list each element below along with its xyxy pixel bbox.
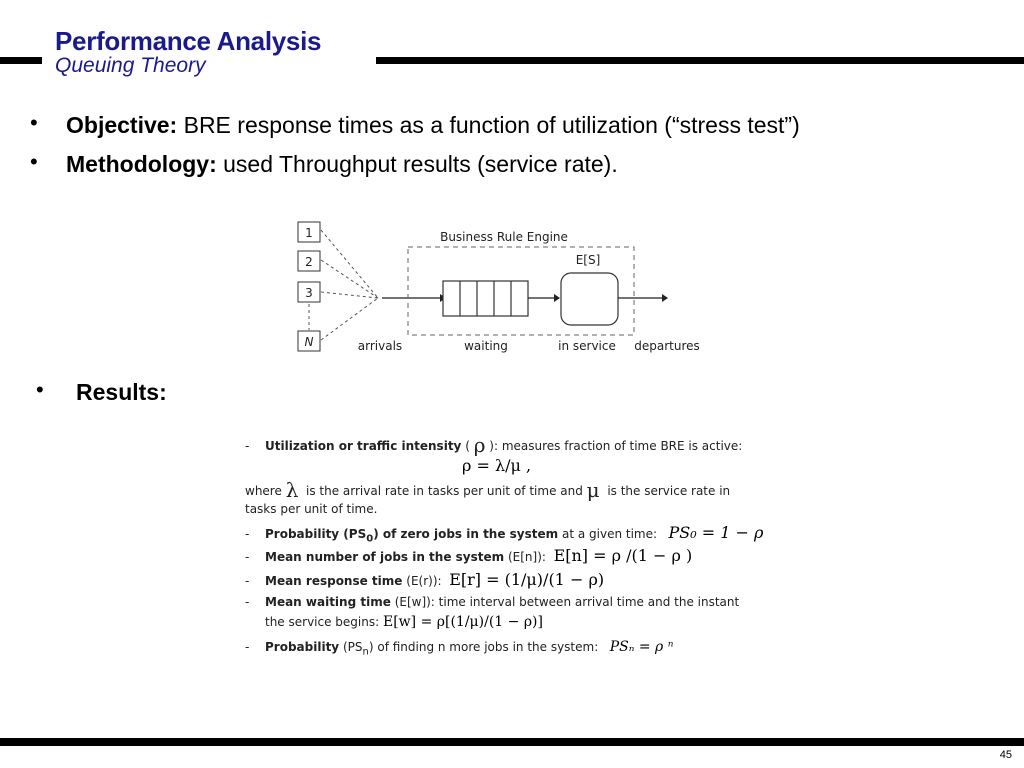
arrivals-label: arrivals bbox=[357, 339, 403, 353]
bullet-dot: • bbox=[30, 149, 38, 174]
ps0-formula: PS₀ = 1 − ρ bbox=[668, 523, 764, 542]
result-utilization: - Utilization or traffic intensity ( ρ ): measures fraction of time BRE is active: bbox=[245, 433, 743, 457]
psn-formula: PSₙ = ρ ⁿ bbox=[609, 639, 674, 655]
footer-rule bbox=[0, 738, 1024, 746]
mu-symbol: μ bbox=[586, 478, 600, 502]
queue-diagram bbox=[290, 212, 710, 362]
source-2-label: 2 bbox=[305, 255, 313, 269]
source-3 bbox=[298, 282, 320, 302]
source-2 bbox=[298, 251, 320, 271]
source-n-label: N bbox=[304, 335, 314, 349]
en-label: Mean number of jobs in the system bbox=[265, 550, 505, 564]
queue-buffer bbox=[443, 281, 528, 316]
en-formula: E[n] = ρ /(1 − ρ ) bbox=[553, 546, 693, 565]
lambda-symbol: λ bbox=[285, 478, 299, 502]
bullet-dot: • bbox=[30, 110, 38, 135]
utilization-formula: ρ = λ/μ , bbox=[462, 456, 532, 475]
rho-symbol: ρ bbox=[473, 433, 486, 457]
er-formula: E[r] = (1/μ)/(1 − ρ) bbox=[449, 570, 605, 589]
methodology-text: used Throughput results (service rate). bbox=[216, 151, 618, 177]
result-er: - Mean response time (E(r)): E[r] = (1/μ)/(1 − ρ) bbox=[245, 570, 605, 589]
result-where-line2: tasks per unit of time. bbox=[245, 502, 378, 516]
header-rule-left bbox=[0, 57, 42, 64]
result-en: - Mean number of jobs in the system (E[n]): E[n] = ρ /(1 − ρ ) bbox=[245, 546, 693, 565]
psn-label: Probability bbox=[265, 640, 340, 654]
er-label: Mean response time bbox=[265, 574, 403, 588]
in-service-label: in service bbox=[558, 339, 616, 353]
departures-label: departures bbox=[634, 339, 700, 353]
server bbox=[561, 273, 618, 325]
results-label: Results: bbox=[76, 379, 167, 405]
arrival-lines bbox=[321, 230, 378, 340]
ew-label: Mean waiting time bbox=[265, 595, 391, 609]
result-ew-line2: the service begins: E[w] = ρ[(1/μ)/(1 − ρ)] bbox=[265, 614, 543, 630]
objective-text: BRE response times as a function of utilization (“stress test”) bbox=[177, 112, 800, 138]
result-psn: - Probability $(PS_n)$ of finding n more jobs in the system: PSₙ = ρ ⁿ bbox=[245, 639, 674, 658]
source-n bbox=[298, 331, 320, 351]
result-ew: - Mean waiting time (E[w]): time interval between arrival time and the instant bbox=[245, 595, 740, 609]
waiting-label: waiting bbox=[464, 339, 508, 353]
result-where: where λ is the arrival rate in tasks per unit of time and μ is the service rate in bbox=[245, 478, 731, 502]
bullet-dot: • bbox=[36, 377, 44, 402]
slide-title: Performance Analysis bbox=[55, 26, 322, 56]
ps0-label: Probability (PS bbox=[265, 527, 367, 541]
objective-label: Objective: bbox=[66, 112, 178, 138]
slide-subtitle: Queuing Theory bbox=[55, 54, 206, 77]
header-rule-right bbox=[376, 57, 1024, 64]
ew-formula: E[w] = ρ[(1/μ)/(1 − ρ)] bbox=[383, 614, 543, 630]
bre-label: Business Rule Engine bbox=[440, 230, 568, 244]
source-3-label: 3 bbox=[305, 286, 313, 300]
utilization-label: Utilization or traffic intensity bbox=[265, 439, 462, 453]
page-number: 45 bbox=[999, 749, 1012, 761]
methodology-label: Methodology: bbox=[66, 151, 217, 177]
source-1-label: 1 bbox=[305, 226, 313, 240]
source-1 bbox=[298, 222, 320, 242]
server-label: E[S] bbox=[575, 253, 601, 267]
result-ps0: - Probability $(PS_0)$ of zero jobs in the system at a given time: PS₀ = 1 − ρ bbox=[245, 523, 764, 545]
